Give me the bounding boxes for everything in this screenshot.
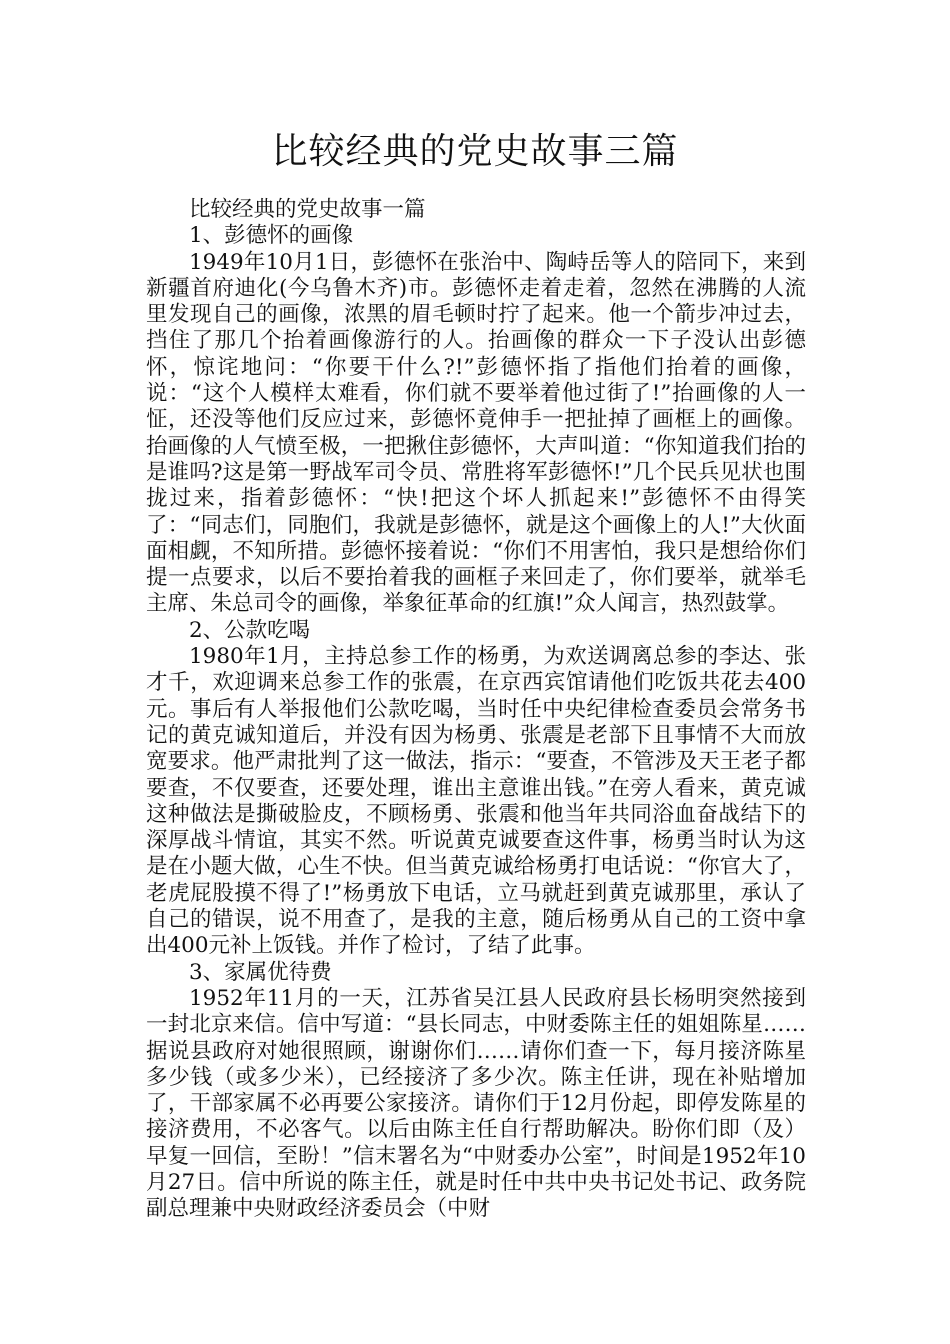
story-paragraph-3: 1952年11月的一天，江苏省吴江县人民政府县长杨明突然接到一封北京来信。信中写道：“县长同志，中财委陈主任的姐姐陈星……据说县政府对她很照顾，谢谢你们……请你们查一下，每月接济陈星多少钱（或多少米），已经接济了多少次。陈主任讲，现在补贴增加了，干部家属不必再要公家接济。请你们于12月份起，即停发陈星的接济费用，不必客气。以后由陈主任自行帮助解决。盼你们即（及）早复一回信，至盼！”信末署名为“中财委办公室”，时间是1952年10月27日。信中所说的陈主任，就是时任中共中央书记处书记、政务院副总理兼中央财政经济委员会（中财	[146, 985, 806, 1222]
story-heading-2: 2、公款吃喝	[189, 617, 311, 643]
document-title: 比较经典的党史故事三篇	[271, 131, 679, 172]
story-paragraph-2: 1980年1月，主持总参工作的杨勇，为欢送调离总参的李达、张才千，欢迎调来总参工作的张震，在京西宾馆请他们吃饭共花去400元。事后有人举报他们公款吃喝，当时任中央纪律检查委员会常务书记的黄克诚知道后，并没有因为杨勇、张震是老部下且事情不大而放宽要求。他严肃批判了这一做法，指示：“要查，不管涉及天王老子都要查，不仅要查，还要处理，谁出主意谁出钱。”在旁人看来，黄克诚这种做法是撕破脸皮，不顾杨勇、张震和他当年共同浴血奋战结下的深厚战斗情谊，其实不然。听说黄克诚要查这件事，杨勇当时认为这是在小题大做，心生不快。但当黄克诚给杨勇打电话说：“你官大了，老虎屁股摸不得了!”杨勇放下电话，立马就赶到黄克诚那里，承认了自己的错误，说不用查了，是我的主意，随后杨勇从自己的工资中拿出400元补上饭钱。并作了检讨，了结了此事。	[146, 644, 806, 959]
story-heading-3: 3、家属优待费	[189, 959, 332, 985]
document-body	[146, 197, 806, 1223]
section-heading: 比较经典的党史故事一篇	[189, 197, 426, 222]
story-heading-1: 1、彭德怀的画像	[189, 223, 354, 249]
story-paragraph-1: 1949年10月1日，彭德怀在张治中、陶峙岳等人的陪同下，来到新疆首府迪化(今乌鲁木齐)市。彭德怀走着走着，忽然在沸腾的人流里发现自己的画像，浓黑的眉毛顿时拧了起来。他一个箭步冲过去，挡住了那几个抬着画像游行的人。抬画像的群众一下子没认出彭德怀，惊诧地问：“你要干什么?!”彭德怀指了指他们抬着的画像，说：“这个人模样太难看，你们就不要举着他过街了!”抬画像的人一怔，还没等他们反应过来，彭德怀竟伸手一把扯掉了画框上的画像。抬画像的人气愤至极，一把揪住彭德怀，大声叫道：“你知道我们抬的是谁吗?这是第一野战军司令员、常胜将军彭德怀!”几个民兵见状也围拢过来，指着彭德怀：“快!把这个坏人抓起来!”彭德怀不由得笑了：“同志们，同胞们，我就是彭德怀，就是这个画像上的人!”大伙面面相觑，不知所措。彭德怀接着说：“你们不用害怕，我只是想给你们提一点要求，以后不要抬着我的画框子来回走了，你们要举，就举毛主席、朱总司令的画像，举象征革命的红旗!”众人闻言，热烈鼓掌。	[146, 249, 806, 617]
